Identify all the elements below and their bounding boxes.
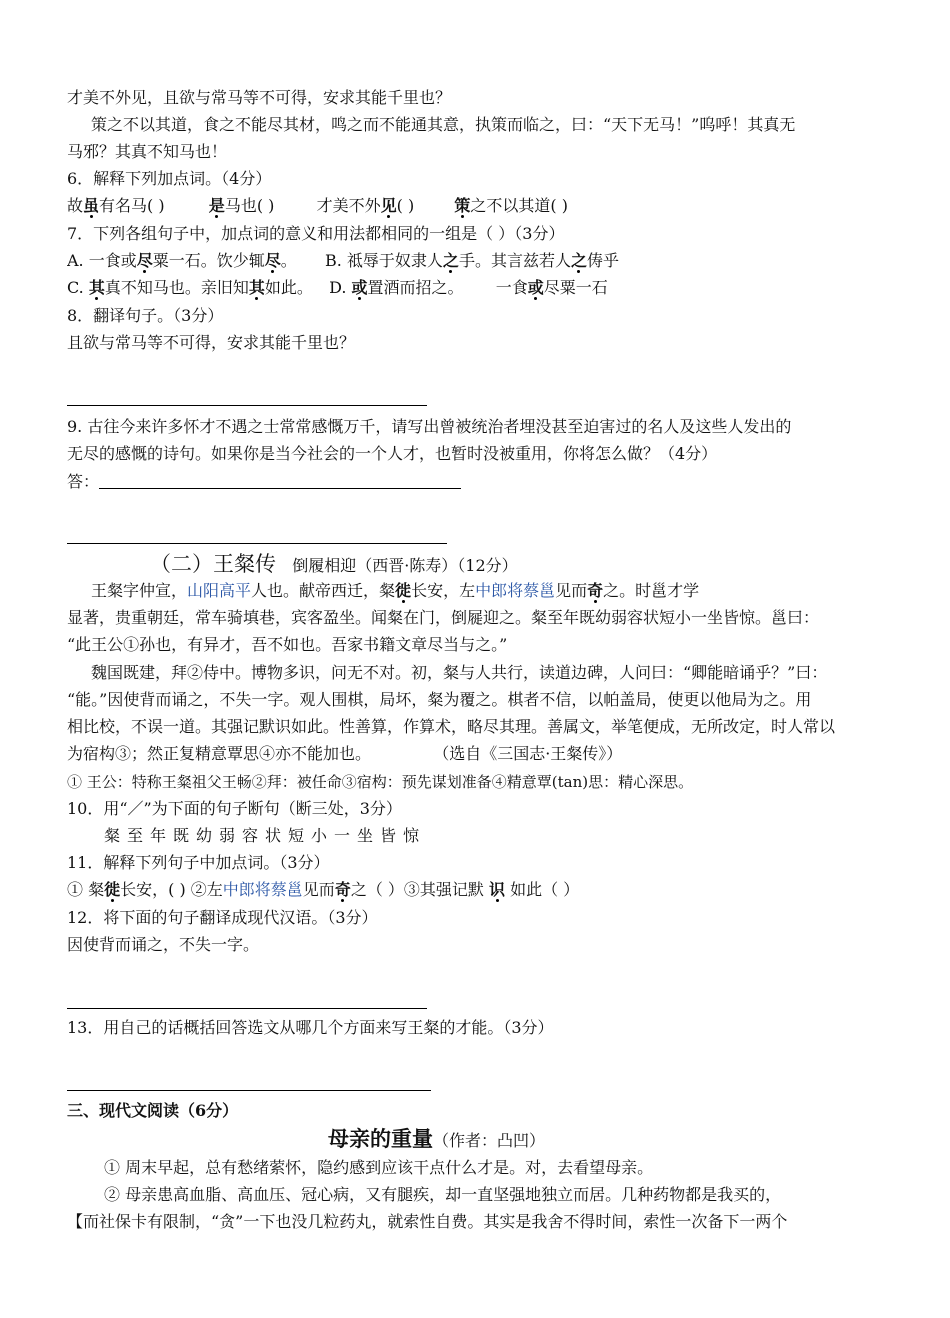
dotted-word: 之	[570, 251, 587, 270]
text: ( )	[396, 196, 415, 215]
passage-line: 魏国既建，拜②侍中。博物多识，问无不对。初，粲与人共行，读道边碑，人问曰：“卿能暗诵乎？”曰：	[91, 663, 828, 682]
dotted-word: 奇	[587, 581, 604, 600]
question-6-items	[67, 193, 887, 219]
text: 长安，左	[411, 581, 476, 600]
text: 真不知马也。亲旧知	[104, 278, 249, 297]
passage-line: 相比校，不误一道。其强记默识如此。性善算，作算术，略尽其理。善属文，举笔便成，无所改定，时人常以	[67, 717, 836, 736]
answer-line	[99, 472, 461, 489]
text: B. 祗辱于奴隶人	[324, 251, 443, 270]
answer-line	[67, 543, 447, 544]
dotted-word: 虽	[83, 196, 100, 215]
dotted-word: 尽	[264, 251, 281, 270]
text: 之。时邕才学	[603, 581, 700, 600]
text: 见而	[302, 880, 335, 899]
question-9-cont: 无尽的感慨的诗句。如果你是当今社会的一个人才，也暂时没被重用，你将怎么做？（4分）	[67, 444, 718, 463]
dotted-word: 见	[380, 196, 397, 215]
text-line: 马邪？其真不知马也！	[67, 142, 228, 161]
question-9: 9. 古往今来许多怀才不遇之士常常感慨万千，请写出曾被统治者埋没甚至迫害过的名人及这些人发出的	[67, 417, 792, 436]
text: 手。其言兹若人	[458, 251, 571, 270]
dotted-word: 徙	[104, 880, 121, 899]
dotted-word: 是	[208, 196, 225, 215]
text: 尽粟一石	[543, 278, 608, 297]
article-heading	[328, 1124, 887, 1156]
article-author: （作者：凸凹）	[433, 1131, 546, 1150]
question-12-sentence: 因使背而诵之，不失一字。	[67, 935, 260, 954]
article-paragraph: ① 周末早起，总有愁绪萦怀，隐约感到应该干点什么才是。对，去看望母亲。	[104, 1158, 654, 1177]
text: 人也。献帝西迁，粲	[251, 581, 396, 600]
question-11: 11．解释下列句子中加点词。（3分）	[67, 853, 330, 872]
passage-line: “能。”因使背而诵之，不失一字。观人围棋，局坏，粲为覆之。棋者不信，以帕盖局，使更以他局为之。用	[67, 690, 812, 709]
text: 才美不外	[316, 196, 381, 215]
question-12: 12．将下面的句子翻译成现代汉语。（3分）	[67, 908, 378, 927]
text: 王粲字仲宣，	[91, 581, 188, 600]
text: C.	[67, 278, 89, 297]
passage-line	[67, 741, 887, 767]
text: 见而	[555, 581, 588, 600]
section-3-heading: 三、现代文阅读（6分）	[67, 1101, 239, 1120]
text: 。	[280, 251, 297, 270]
text: 马也( )	[224, 196, 275, 215]
article-title: 母亲的重量	[328, 1126, 433, 1151]
text: 有名马( )	[99, 196, 165, 215]
dotted-word: 奇	[334, 880, 351, 899]
dotted-word: 徙	[395, 581, 412, 600]
text-line: 策之不以其道，食之不能尽其材，鸣之而不能通其意，执策而临之，曰：“天下无马！”呜呼！其真无	[91, 115, 796, 134]
dotted-word: 尽	[136, 251, 153, 270]
text: 为宿构③；然正复精意覃思④亦不能加也。	[67, 744, 372, 763]
question-13: 13．用自己的话概括回答选文从哪几个方面来写王粲的才能。（3分）	[67, 1018, 554, 1037]
text: A. 一食或	[67, 251, 137, 270]
question-7-options-cd	[67, 275, 887, 301]
dotted-word: 或	[527, 278, 544, 297]
dotted-word: 策	[454, 196, 471, 215]
question-8-sentence: 且欲与常马等不可得，安求其能千里也？	[67, 333, 356, 352]
section-2-heading	[150, 550, 887, 580]
person-name: 中郎将蔡邕	[222, 880, 303, 899]
text: 之（ ）③其强记默	[350, 880, 490, 899]
text: 如此。	[264, 278, 313, 297]
article-paragraph: 【而社保卡有限制，“贪”一下也没几粒药丸，就索性自费。其实是我舍不得时间，索性一次备下一两个	[67, 1212, 788, 1231]
question-8: 8．翻译句子。（3分）	[67, 306, 224, 325]
section-title: （二）王粲传	[150, 552, 276, 576]
text: 置酒而招之。	[367, 278, 464, 297]
dotted-word: 其	[248, 278, 265, 297]
text: 如此（ ）	[505, 880, 580, 899]
person-name: 中郎将蔡邕	[475, 581, 556, 600]
text: 一食	[495, 278, 528, 297]
question-10-sentence: 粲至年既幼弱容状短小一坐皆惊	[104, 826, 427, 845]
text: 之不以其道( )	[470, 196, 568, 215]
answer-line	[67, 1090, 431, 1091]
question-7-options-ab	[67, 248, 887, 274]
text-line: 才美不外见，且欲与常马等不可得，安求其能千里也？	[67, 88, 452, 107]
passage-line	[91, 578, 887, 604]
text: 长安，( ) ②左	[120, 880, 223, 899]
dotted-word: 之	[442, 251, 459, 270]
passage-line: 显著，贵重朝廷，常车骑填巷，宾客盈坐。闻粲在门，倒屣迎之。粲至年既幼弱容状短小一坐皆惊。邕曰：	[67, 608, 820, 627]
question-11-items	[67, 877, 887, 903]
answer-line	[67, 405, 427, 406]
place-name: 山阳高平	[187, 581, 252, 600]
answer-line	[67, 1008, 427, 1009]
footnotes: ① 王公：特称王粲祖父王畅②拜：被任命③宿构：预先谋划准备④精意覃(tan)思：精心深思。	[67, 773, 694, 791]
source-citation: （选自《三国志·王粲传》）	[433, 744, 623, 763]
question-7: 7．下列各组句子中，加点词的意义和用法都相同的一组是（ ）（3分）	[67, 224, 565, 243]
passage-line: “此王公①孙也，有异才，吾不如也。吾家书籍文章尽当与之。”	[67, 635, 508, 654]
section-subtitle: 倒履相迎（西晋·陈寿）（12分）	[292, 556, 518, 575]
answer-label: 答：	[67, 472, 100, 491]
question-9-answer	[67, 469, 887, 495]
question-10: 10．用“／”为下面的句子断句（断三处，3分）	[67, 799, 402, 818]
text: 俦乎	[586, 251, 619, 270]
dotted-word: 或	[351, 278, 368, 297]
text: ① 粲	[67, 880, 105, 899]
question-6: 6．解释下列加点词。（4分）	[67, 169, 272, 188]
text: 故	[67, 196, 84, 215]
dotted-word: 其	[88, 278, 105, 297]
text: 粟一石。饮少辄	[152, 251, 265, 270]
dotted-word: 识	[489, 880, 506, 899]
article-paragraph: ② 母亲患高血脂、高血压、冠心病，又有腿疾，却一直坚强地独立而居。几种药物都是我买的，	[104, 1185, 782, 1204]
text: D.	[329, 278, 352, 297]
